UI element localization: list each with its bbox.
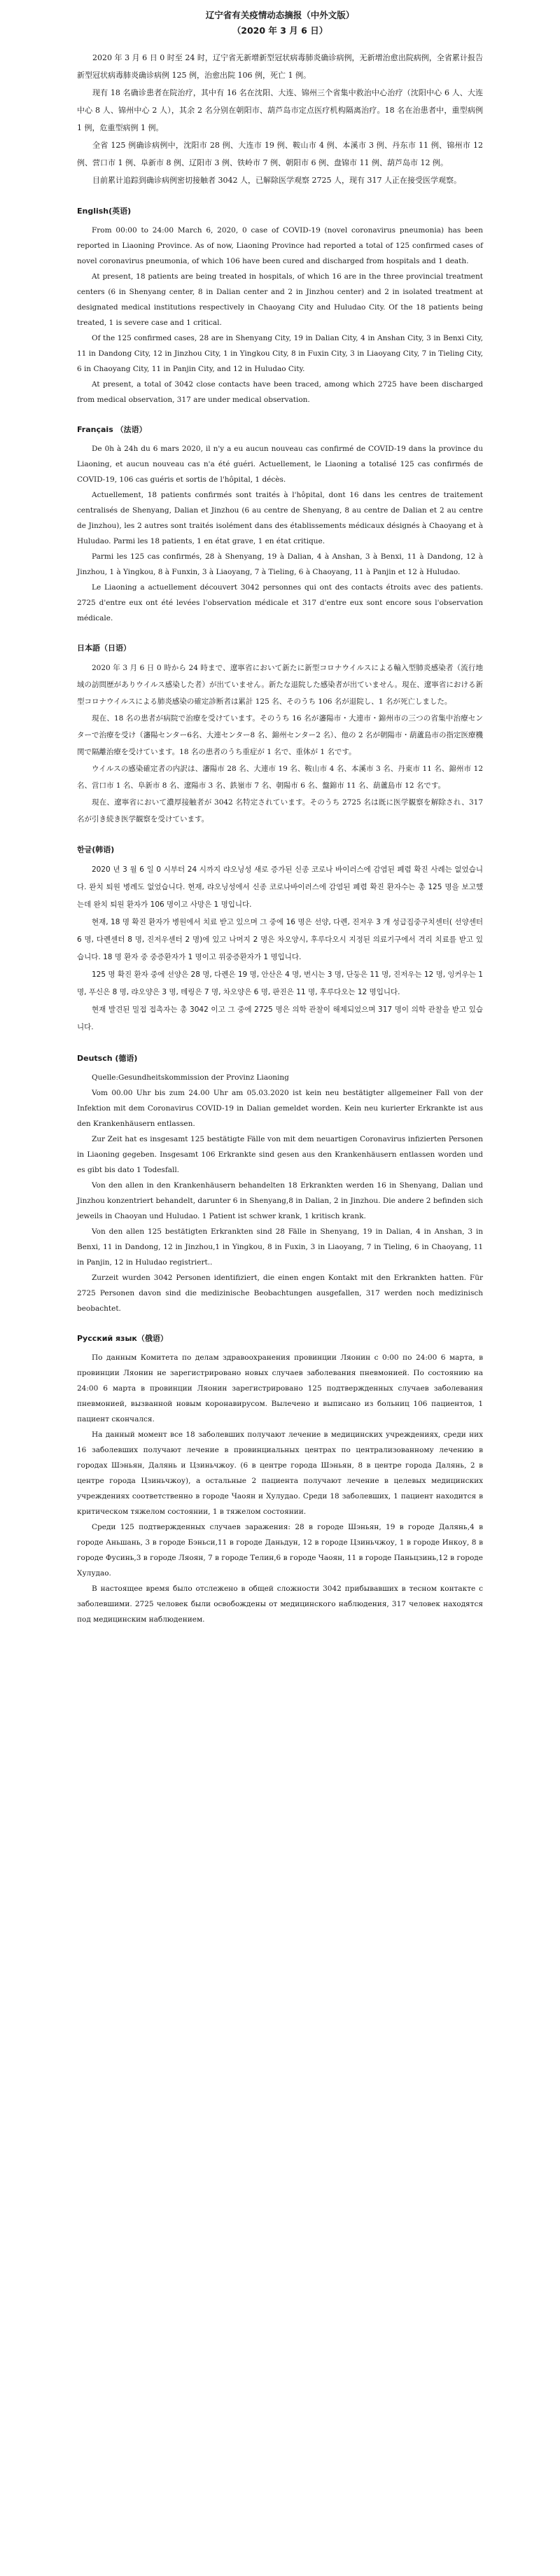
en-paragraph-4: At present, a total of 3042 close contacts have been traced, among which 2725 have been discharged from medical observation, 317 are under medical observation.	[77, 380, 483, 404]
fr-paragraph-1: De 0h à 24h du 6 mars 2020, il n'y a eu aucun nouveau cas confirmé de COVID-19 dans la province du Liaoning, et aucun nouveau cas n'a été guéri. Actuellement, le Liaoning a totalisé 125 cas confirmés de COVID-19, 106 cas guéris et sortis de l'hôpital, 1 décès.	[77, 445, 483, 484]
ru-paragraph-3: Среди 125 подтвержденных случаев заражения: 28 в городе Шэньян, 19 в городе Далянь,4 в городе Аньшань, 3 в городе Бэньси,11 в городе Даньдун, 12 в городе Цзиньчжоу, 1 в городе Инкоу, 8 в городе Фусинь,3 в городе Ляоян, 7 в городе Телин,6 в городе Чаоян, 11 в городе Паньцзинь,12 в городе Хулудао.	[77, 1523, 483, 1578]
zh-paragraph-3: 全省 125 例确诊病例中，沈阳市 28 例、大连市 19 例、鞍山市 4 例、本溪市 3 例、丹东市 11 例、锦州市 12 例、营口市 1 例、阜新市 8 例、辽阳市 3 例、铁岭市 7 例、朝阳市 6 例、盘锦市 11 例、葫芦岛市 12 例。	[77, 141, 483, 167]
en-paragraph-3: Of the 125 confirmed cases, 28 are in Shenyang City, 19 in Dalian City, 4 in Anshan City, 3 in Benxi City, 11 in Dandong City, 12 in Jinzhou City, 1 in Yingkou City, 8 in Fuxin City, 3 in Liaoyang City, 7 in Tieling City, 6 in Chaoyang City, 11 in Panjin City, and 12 in Huludao City.	[77, 334, 483, 373]
de-paragraph-5: Von den allen 125 bestätigten Erkrankten sind 28 Fälle in Shenyang, 19 in Dalian, 4 in Anshan, 3 in Benxi, 11 in Dandong, 12 in Jinzhou,1 in Yingkou, 8 in Fuxin, 3 in Liaoyang, 7 in Tieling, 6 in Chaoyang, 11 in Panjin, 12 in Huludao registriert..	[77, 1227, 483, 1267]
french-heading: Français （法语）	[77, 425, 147, 434]
zh-paragraph-1: 2020 年 3 月 6 日 0 时至 24 时，辽宁省无新增新型冠状病毒肺炎确诊病例，无新增治愈出院病例，全省累计报告新型冠状病毒肺炎确诊病例 125 例，治愈出院 106 例，死亡 1 例。	[77, 53, 483, 80]
document-body	[77, 8, 483, 1627]
zh-paragraph-2: 现有 18 名确诊患者在院治疗，其中有 16 名在沈阳、大连、锦州三个省集中救治中心治疗（沈阳中心 6 人、大连中心 8 人、锦州中心 2 人），其余 2 名分别在朝阳市、葫芦岛市定点医疗机构隔离治疗。18 名在治患者中，重型病例 1 例，危重型病例 1 例。	[77, 88, 483, 132]
fr-paragraph-4: Le Liaoning a actuellement découvert 3042 personnes qui ont des contacts étroits avec des patients. 2725 d'entre eux ont été levées l'observation médicale et 317 d'entre eux sont encore sous l'observation médicale.	[77, 583, 483, 622]
de-paragraph-4: Von den allen in den Krankenhäusern behandelten 18 Erkrankten werden 16 in Shenyang, Dalian und Jinzhou konzentriert behandelt, darunter 6 in Shenyang,8 in Dalian, 2 in Jinzhou. Die andere 2 befinden sich jeweils in Chaoyan und Huludao. 1 Patient ist schwer krank, 1 kritisch krank.	[77, 1181, 483, 1220]
section-chinese	[77, 49, 483, 189]
en-paragraph-1: From 00:00 to 24:00 March 6, 2020, 0 case of COVID-19 (novel coronavirus pneumonia) has been reported in Liaoning Province. As of now, Liaoning Province had reported a total of 125 confirmed cases of novel coronavirus pneumonia, of which 106 have been cured and discharged from hospitals and 1 death.	[77, 226, 483, 265]
de-paragraph-2: Vom 00.00 Uhr bis zum 24.00 Uhr am 05.03.2020 ist kein neu bestätigter allgemeiner Fall von der Infektion mit dem Coronavirus COVID-19 in Dalian gemeldet worden. Kein neu kurierter Erkrankte ist aus den Krankenhäusern entlassen.	[77, 1089, 483, 1128]
ru-paragraph-2: На данный момент все 18 заболевших получают лечение в медицинских учреждениях, среди них 16 заболевших получают лечение в провинциальных центрах по централизованному лечению в городах Шэньян, Далянь и Цзиньчжоу. (6 в центре города Шэньян, 8 в центре города Далянь, 2 в центре города Цзиньчжоу), а остальные 2 пациента получают лечение в целевых медицинских учреждениях соответственно в городе Чаоян и Хулудао. Среди 18 заболевших, 1 пациент находится в критическом тяжелом состоянии, 1 в тяжелом состоянии.	[77, 1430, 483, 1516]
korean-heading: 한글(韩语)	[77, 845, 115, 854]
ja-paragraph-3: ウイルスの感染確定者の内訳は、瀋陽市 28 名、大連市 19 名、鞍山市 4 名、本溪市 3 名、丹東市 11 名、錦州市 12 名、営口市 1 名、阜新市 8 名、遼陽市 3 名、鉄嶺市 7 名、朝陽市 6 名、盤錦市 11 名、葫蘆島市 12 名です。	[77, 765, 483, 790]
ru-paragraph-4: В настоящее время было отслежено в общей сложности 3042 прибывавших в тесном контакте с заболевшими. 2725 человек были освобождены от медицинского наблюдения, 317 человек находятся под медицинским наблюдением.	[77, 1585, 483, 1624]
ko-paragraph-2: 현재, 18 명 확진 환자가 병원에서 치료 받고 있으며 그 중에 16 명은 선양, 다롄, 진저우 3 개 성급집중구치센터( 선양센터 6 명, 다롄센터 8 명, 진저우센터 2 명)에 있고 나머지 2 명은 차오양시, 후루다오시 지정된 의료기구에서 격리 치료를 받고 있습니다. 18 명 환자 중 중증환자가 1 명이고 위중증환자가 1 명입니다.	[77, 918, 483, 961]
ja-paragraph-4: 現在、遼寧省において濃厚接触者が 3042 名特定されています。そのうち 2725 名は既に医学観察を解除され、317 名が引き続き医学観察を受けています。	[77, 798, 483, 823]
fr-paragraph-3: Parmi les 125 cas confirmés, 28 à Shenyang, 19 à Dalian, 4 à Anshan, 3 à Benxi, 11 à Dandong, 12 à Jinzhou, 1 à Yingkou, 8 à Funxin, 3 à Liaoyang, 7 à Tieling, 6 à Chaoyang, 11 à Panjin et 12 à Huludao.	[77, 552, 483, 576]
ja-paragraph-1: 2020 年 3 月 6 日 0 時から 24 時まで、遼寧省において新たに新型コロナウイルスによる輸入型肺炎感染者（流行地域の訪問歴がありウイルス感染した者）が出ていません。新たな退院した感染者が出ていません。現在、遼寧省における新型コロナウイルスによる肺炎感染の確定診断者は累計 125 名、そのうち 106 名が退院し、1 名が死亡しました。	[77, 664, 483, 706]
section-korean	[77, 843, 483, 1036]
section-french	[77, 423, 483, 626]
fr-paragraph-2: Actuellement, 18 patients confirmés sont traités à l'hôpital, dont 16 dans les centres de traitement centralisés de Shenyang, Dalian et Jinzhou (6 au centre de Shenyang, 8 au centre de Dalian et 2 au centre de Jinzhou), les 2 autres sont traités isolément dans des établissements médicaux désignés à Chaoyang et à Huludao. Parmi les 18 patients, 1 en état grave, 1 en état critique.	[77, 491, 483, 545]
ko-paragraph-4: 현재 발견된 밀접 접촉자는 총 3042 이고 그 중에 2725 명은 의학 관찰이 해제되었으며 317 명이 의학 관찰을 받고 있습니다.	[77, 1005, 483, 1031]
de-paragraph-6: Zurzeit wurden 3042 Personen identifiziert, die einen engen Kontakt mit den Erkrankten hatten. Für 2725 Personen davon sind die medizinische Beobachtungen ausgefallen, 317 werden noch medizinisch beobachtet.	[77, 1274, 483, 1313]
en-paragraph-2: At present, 18 patients are being treated in hospitals, of which 16 are in the three provincial treatment centers (6 in Shenyang center, 8 in Dalian center and 2 in Jinzhou center) and 2 in isolated treatment at designated medical institutions respectively in Chaoyang City and Huludao City. Of the 18 patients being treated, 1 is severe case and 1 critical.	[77, 272, 483, 327]
de-paragraph-1: Quelle:Gesundheitskommission der Provinz Liaoning	[92, 1073, 289, 1082]
document-date: （2020 年 3 月 6 日）	[232, 25, 328, 36]
german-heading: Deutsch (德语)	[77, 1054, 138, 1063]
section-japanese	[77, 641, 483, 828]
zh-paragraph-4: 目前累计追踪到确诊病例密切接触者 3042 人，已解除医学观察 2725 人，现有 317 人正在接受医学观察。	[92, 176, 461, 185]
ja-paragraph-2: 現在、18 名の患者が病院で治療を受けています。そのうち 16 名が瀋陽市・大連市・錦州市の三つの省集中治療センターで治療を受け（瀋陽センター6名、大連センター8 名、錦州センター2 名）、他の 2 名が朝陽市・葫蘆島市の指定医療機関で隔離治療を受けています。18 名の患者のうち重症が 1 名で、重体が 1 名です。	[77, 714, 483, 756]
russian-heading: Русский язык（俄语）	[77, 1334, 168, 1343]
japanese-heading: 日本語（日语）	[77, 643, 131, 653]
section-english	[77, 204, 483, 408]
de-paragraph-3: Zur Zeit hat es insgesamt 125 bestätigte Fälle von mit dem neuartigen Coronavirus infizierten Personen in Liaoning gegeben. Insgesamt 106 Erkrankte sind gesen aus den Krankenhäusern entlassen worden und es gibt bis dato 1 Todesfall.	[77, 1135, 483, 1174]
section-german	[77, 1052, 483, 1316]
english-heading: English(英语)	[77, 207, 132, 216]
ko-paragraph-1: 2020 년 3 월 6 일 0 시부터 24 시까지 랴오닝성 새로 증가된 신종 코로나 바이러스에 감염된 폐렴 확진 사례는 없었습니다. 완치 퇴원 병례도 없었습니다. 현재, 랴오닝성에서 신종 코로나바이러스에 감염된 폐렴 확진 환자수는 총 125 명을 보고했는데 완치 퇴원 환자가 106 명이고 사망은 1 명입니다.	[77, 865, 483, 909]
ru-paragraph-1: По данным Комитета по делам здравоохранения провинции Ляонин с 0:00 по 24:00 6 марта, в провинции Ляонин не зарегистрировано новых случаев заболевания пневмонией. По состоянию на 24:00 6 марта в провинции Ляонин зарегистрировано 125 подтвержденных случаев заболевания пневмонией, вызванной новым коронавирусом. Вылечено и выписано из больниц 106 пациентов, 1 пациент скончался.	[77, 1353, 483, 1423]
section-russian	[77, 1332, 483, 1627]
document-title: 辽宁省有关疫情动态摘报（中外文版）	[205, 10, 355, 20]
ko-paragraph-3: 125 명 확진 환자 중에 선양은 28 명, 다롄은 19 명, 안산은 4 명, 번시는 3 명, 단둥은 11 명, 진저우는 12 명, 잉커우는 1 명, 푸신은 8 명, 랴오양은 3 명, 톄링은 7 명, 차오양은 6 명, 판진은 11 명, 후루다오는 12 명입니다.	[77, 970, 483, 996]
